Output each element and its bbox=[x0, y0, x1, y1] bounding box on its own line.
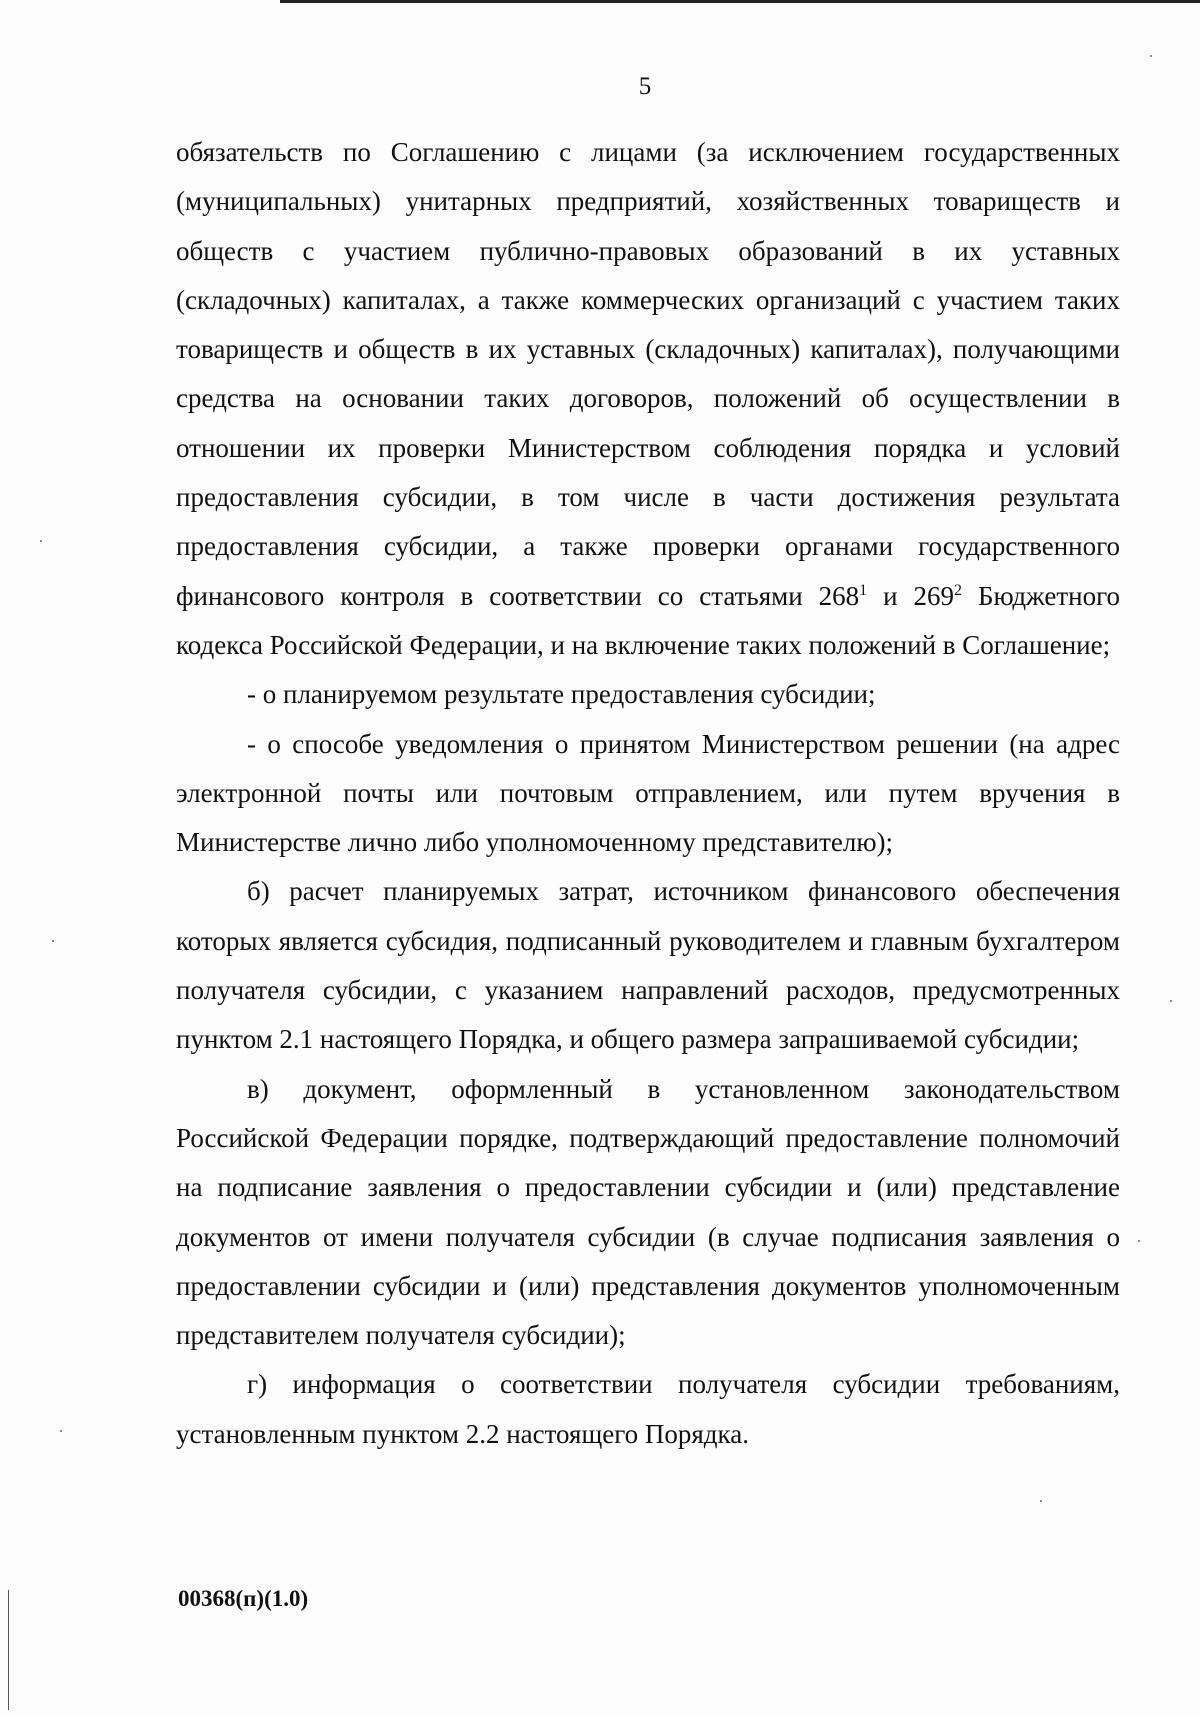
item-v-authority-document: в) документ, оформленный в установленном законодательством Российской Федерации порядке, подтверждающий предоставление полномочий на подписание заявления о предоставлении субсидии и (или) представление документов от имени получателя субсидии (в случае подписания заявления о предоставлении субсидии и (или) представления документов уполномоченным представителем получателя субсидии); bbox=[176, 1073, 1120, 1351]
paragraph-text: обязательств по Соглашению с лицами (за исключением государственных (муниципальных) унитарных предприятий, хозяйственных товариществ и обществ с участием публично-правовых образований в их уставных (складочных) капиталах, а также коммерческих организаций с участием таких товариществ и обществ в их уставных (складочных) капиталах), получающими средства на основании таких договоров, положений об осуществлении в отношении их проверки Министерством соблюдения порядка и условий предоставления субсидии, в том числе в части достижения результата предоставления субсидии, а также проверки органами государственного финансового контроля в соответствии со статьями 268 bbox=[176, 137, 1120, 611]
scan-speck bbox=[1040, 1500, 1042, 1502]
document-body bbox=[176, 128, 1120, 1459]
list-item-notification-method: - о способе уведомления о принятом Министерством решении (на адрес электронной почты или почтовым отправлением, или путем вручения в Министерстве лично либо уполномоченному представителю); bbox=[176, 728, 1120, 858]
list-item-planned-result: - о планируемом результате предоставления субсидии; bbox=[247, 679, 876, 710]
item-g-compliance-info: г) информация о соответствии получателя субсидии требованиям, установленным пунктом 2.2 настоящего Порядка. bbox=[176, 1369, 1120, 1449]
page-number: 5 bbox=[638, 73, 652, 100]
superscript: 2 bbox=[954, 581, 963, 599]
scan-speck bbox=[1170, 1000, 1172, 1002]
superscript: 1 bbox=[859, 581, 868, 599]
paragraph-text: и 269 bbox=[867, 580, 955, 611]
document-code: 00368(п)(1.0) bbox=[178, 1586, 309, 1611]
paragraph-text: Бюджетного кодекса Российской Федерации, и на включение таких положений в Соглашение; bbox=[176, 580, 1120, 660]
paragraph-continuation bbox=[176, 128, 1120, 670]
left-border-line bbox=[8, 1590, 9, 1710]
scan-speck bbox=[52, 940, 54, 942]
scan-speck bbox=[1150, 55, 1152, 57]
scan-speck bbox=[1138, 1240, 1140, 1242]
item-b-cost-calculation: б) расчет планируемых затрат, источником финансового обеспечения которых является субсидия, подписанный руководителем и главным бухгалтером получателя субсидии, с указанием направлений расходов, предусмотренных пунктом 2.1 настоящего Порядка, и общего размера запрашиваемой субсидии; bbox=[176, 876, 1120, 1055]
scan-speck bbox=[60, 1430, 62, 1432]
top-border-line bbox=[280, 0, 1200, 3]
scan-speck bbox=[40, 540, 42, 542]
